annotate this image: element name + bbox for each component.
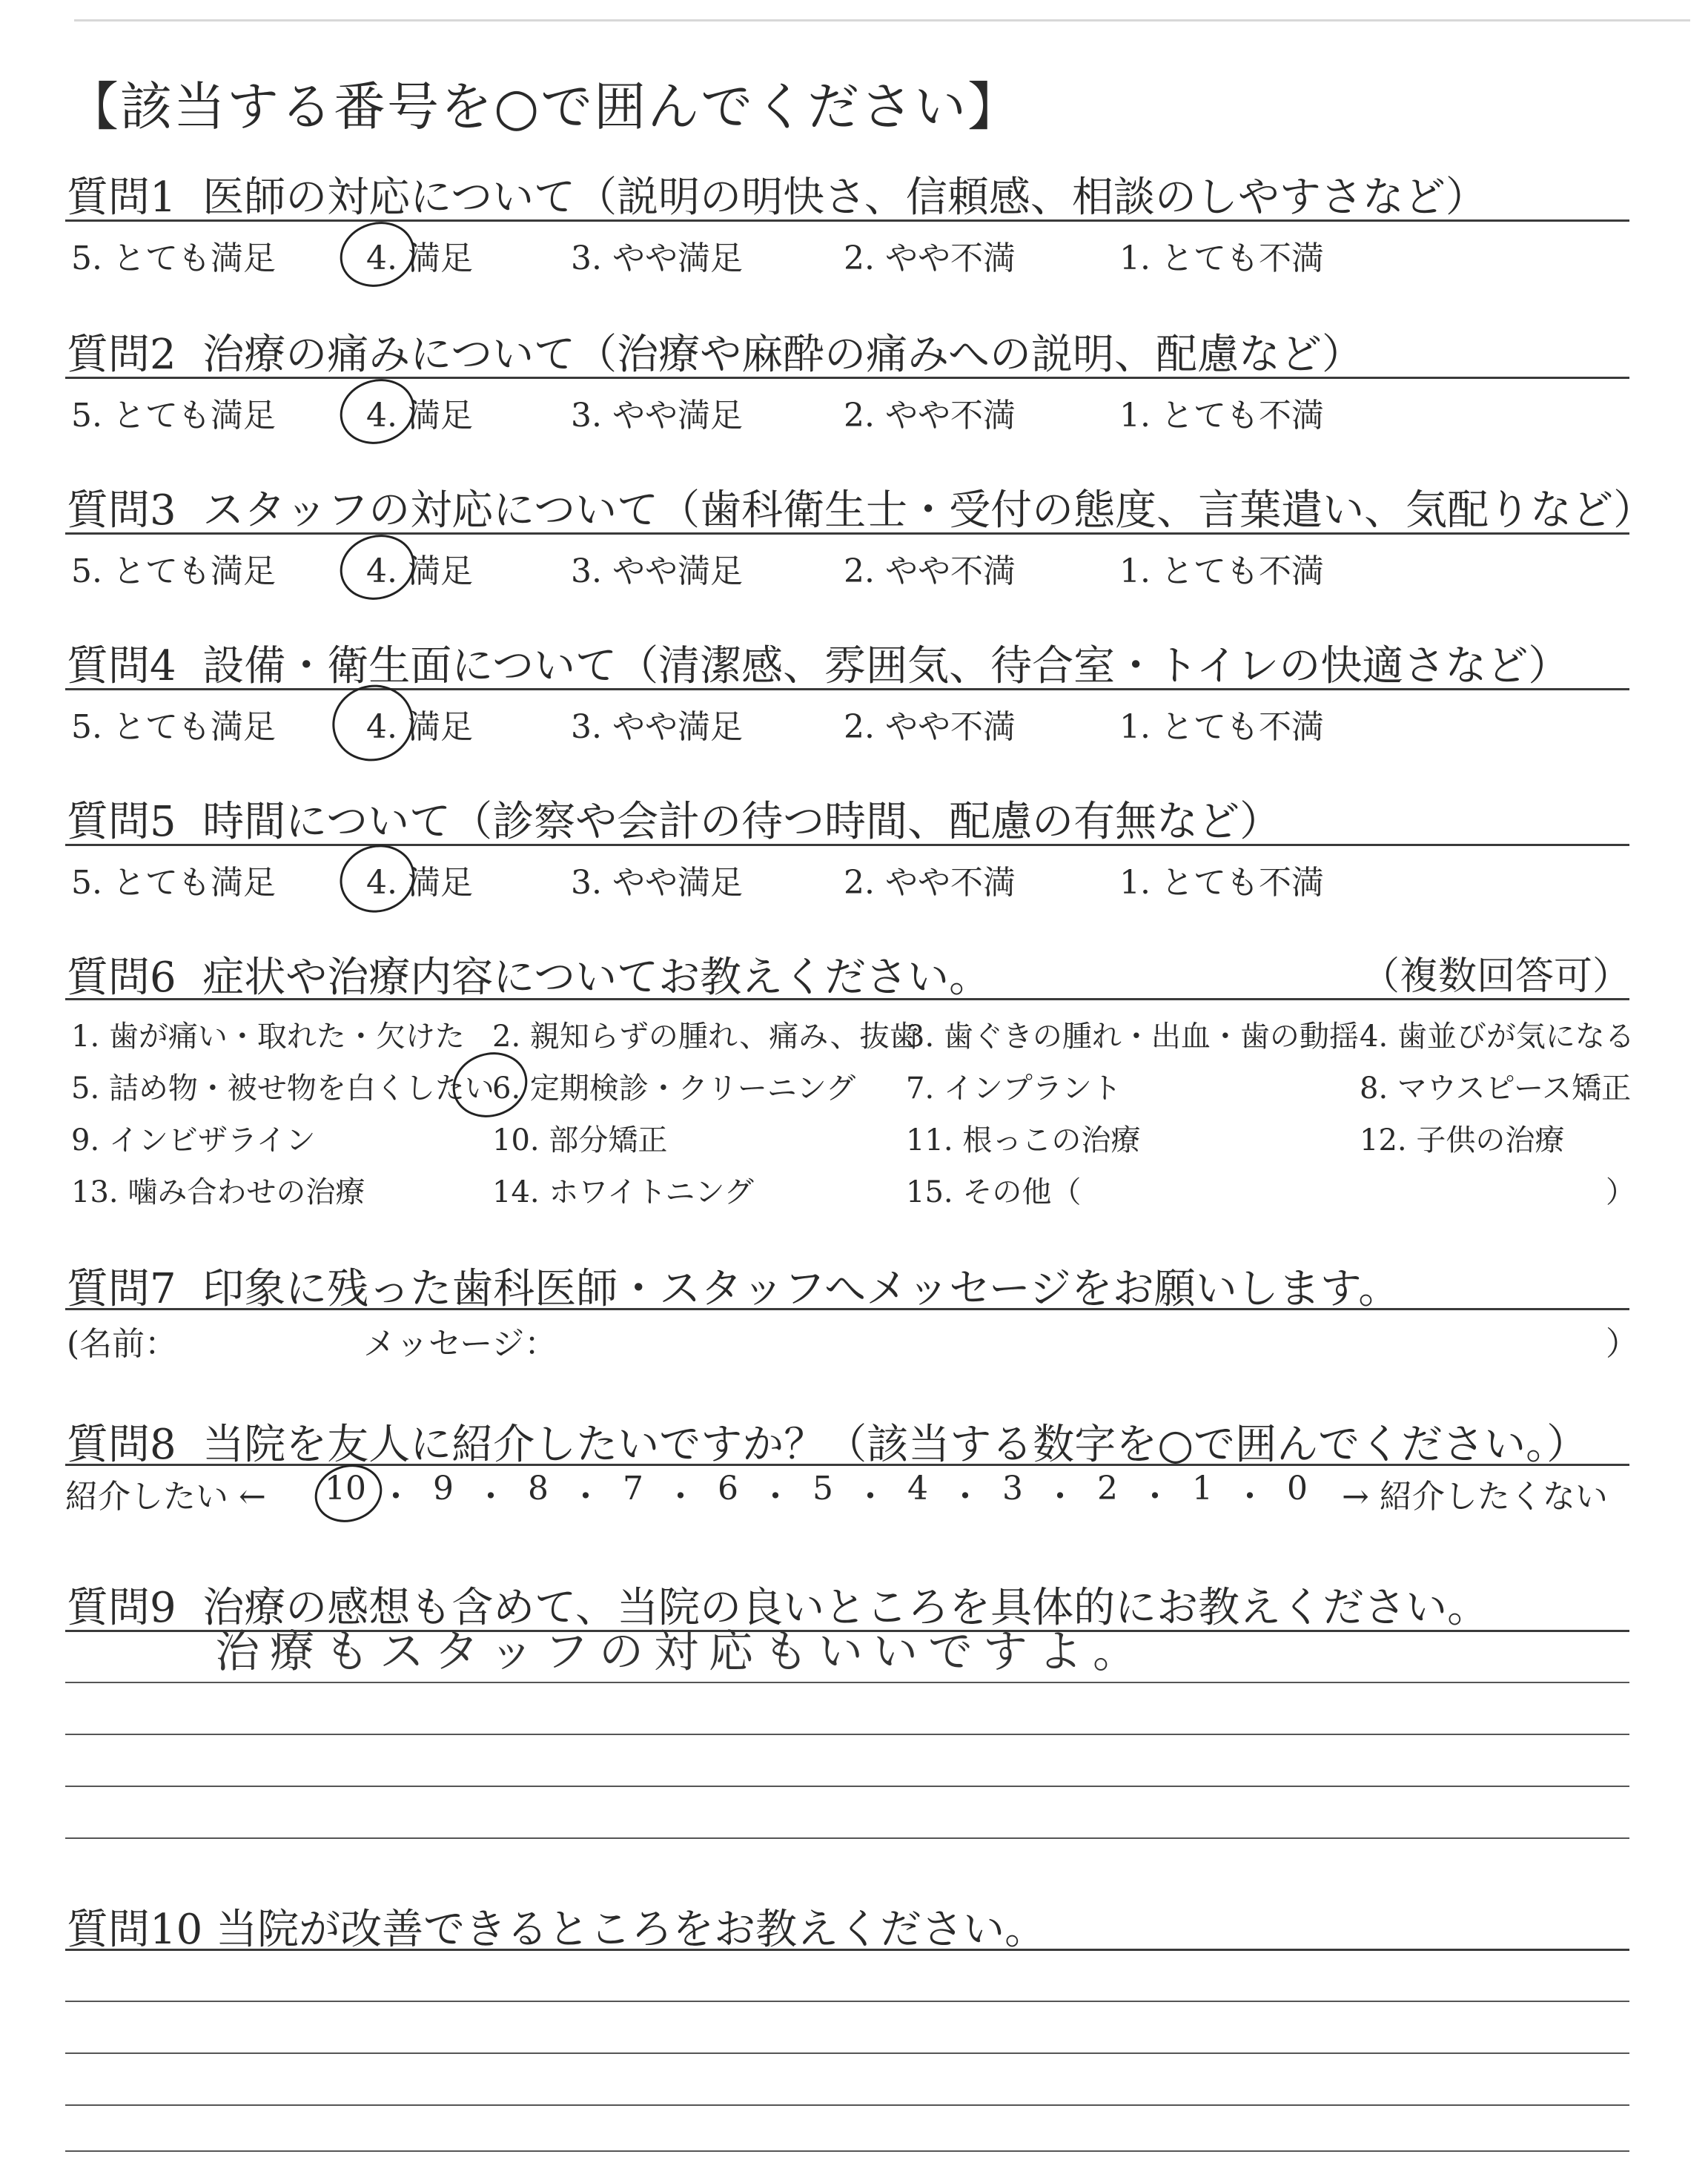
question-heading [67,1412,1588,1471]
rating-option-3[interactable]: 3. やや満足 [571,708,743,746]
rating-option-2[interactable]: 2. やや不満 [844,708,1016,746]
selection-circle [444,1043,536,1126]
rating-option-5[interactable]: 5. とても満足 [71,397,276,435]
question-rule [65,998,1629,1000]
question-rule [65,1308,1629,1310]
rating-option-4[interactable]: 4. 満足 [366,552,473,590]
rating-option-1[interactable]: 1. とても不満 [1119,864,1324,902]
question-number: 質問8 [67,1421,176,1469]
scale-separator: ・ [380,1478,412,1516]
scale-separator: ・ [949,1478,982,1516]
rating-option-4[interactable]: 4. 満足 [366,864,473,902]
scale-value-1[interactable]: 1 [1192,1470,1213,1507]
rating-option-3[interactable]: 3. やや満足 [571,240,743,277]
question-text: 症状や治療内容についてお教えください。 [202,954,991,1002]
rating-option-2[interactable]: 2. やや不満 [844,240,1016,277]
question-text: 治療の感想も含めて、当院の良いところを具体的にお教えください。 [202,1584,1489,1632]
question-heading [67,478,1655,537]
scale-value-4[interactable]: 4 [907,1470,928,1507]
scale-value-2[interactable]: 2 [1097,1470,1118,1507]
symptom-option-10[interactable]: 10. 部分矯正 [492,1123,668,1157]
question-text: 当院を友人に紹介したいですか？（該当する数字を○で囲んでください。） [202,1421,1589,1469]
question-number: 質問1 [67,174,176,222]
rating-option-5[interactable]: 5. とても満足 [71,864,276,902]
symptom-option-14[interactable]: 14. ホワイトニング [492,1175,754,1209]
handwritten-answer: 治療もスタッフの対応もいいですよ。 [215,1626,1148,1678]
rating-option-1[interactable]: 1. とても不満 [1119,240,1324,277]
symptom-option-8[interactable]: 8. マウスピース矯正 [1360,1071,1632,1106]
rating-option-4[interactable]: 4. 満足 [366,397,473,435]
question-rule [65,844,1629,846]
question-heading [67,789,1281,848]
scale-separator: ・ [474,1478,507,1516]
symptom-option-7[interactable]: 7. インプラント [906,1071,1122,1106]
question-number: 質問7 [67,1265,176,1313]
question-heading [67,322,1363,381]
question-text: 治療の痛みについて（治療や麻酔の痛みへの説明、配慮など） [202,331,1364,379]
page-title: 【該当する番号を○で囲んでください】 [67,76,1022,137]
selection-circle [331,212,423,296]
rating-option-1[interactable]: 1. とても不満 [1119,552,1324,590]
symptom-option-4[interactable]: 4. 歯並びが気になる [1360,1020,1635,1054]
answer-line [65,2052,1629,2054]
question-number: 質問9 [67,1584,176,1632]
scale-value-6[interactable]: 6 [718,1470,738,1507]
recommend-right-label: → 紹介したくない [1342,1478,1608,1516]
question-number: 質問2 [67,331,176,379]
rating-option-3[interactable]: 3. やや満足 [571,397,743,435]
question-rule [65,1949,1629,1951]
scale-value-8[interactable]: 8 [528,1470,549,1507]
question-rule [65,1464,1629,1466]
question-text: 当院が改善できるところをお教えください。 [216,1906,1047,1954]
question-number: 質問5 [67,798,176,846]
answer-line [65,2104,1629,2106]
top-border [74,19,1690,22]
rating-option-2[interactable]: 2. やや不満 [844,552,1016,590]
rating-option-4[interactable]: 4. 満足 [366,708,473,746]
symptom-option-9[interactable]: 9. インビザライン [71,1123,316,1157]
question-rule [65,377,1629,379]
selection-circle [331,835,424,922]
scale-separator: ・ [759,1478,792,1516]
question-text: スタッフの対応について（歯科衛生士・受付の態度、言葉遣い、気配りなど） [202,486,1655,535]
scale-separator: ・ [569,1478,602,1516]
answer-line [65,1786,1629,1787]
rating-option-3[interactable]: 3. やや満足 [571,864,743,902]
rating-option-5[interactable]: 5. とても満足 [71,240,276,277]
scale-value-3[interactable]: 3 [1002,1470,1023,1507]
scale-separator: ・ [854,1478,887,1516]
rating-option-5[interactable]: 5. とても満足 [71,708,276,746]
scale-value-5[interactable]: 5 [812,1470,833,1507]
question-number: 質問6 [67,954,176,1002]
answer-line [65,1682,1629,1683]
selection-circle [331,369,423,453]
rating-option-3[interactable]: 3. やや満足 [571,552,743,590]
symptom-option-15[interactable]: 15. その他（ [906,1175,1082,1209]
symptom-option-13[interactable]: 13. 噛み合わせの治療 [71,1175,365,1209]
question-heading [67,633,1569,693]
symptom-option-3[interactable]: 3. 歯ぐきの腫れ・出血・歯の動揺 [906,1020,1359,1054]
question-text: 時間について（診察や会計の待つ時間、配慮の有無など） [202,798,1282,846]
other-close-paren: ） [1606,1175,1635,1209]
answer-line [65,2001,1629,2002]
message-label: メッセージ： [363,1325,557,1363]
rating-option-2[interactable]: 2. やや不満 [844,397,1016,435]
answer-line [65,1734,1629,1735]
scale-value-7[interactable]: 7 [623,1470,643,1507]
rating-option-1[interactable]: 1. とても不満 [1119,708,1324,746]
question-heading [67,1897,1046,1956]
question-number: 質問10 [67,1906,203,1954]
question-rule [65,219,1629,222]
question-rule [65,688,1629,690]
question-number: 質問3 [67,486,176,535]
answer-line [65,2150,1629,2152]
scale-separator: ・ [1044,1478,1076,1516]
symptom-option-5[interactable]: 5. 詰め物・被せ物を白くしたい [71,1071,494,1106]
question-text: 設備・衛生面について（清潔感、雰囲気、待合室・トイレの快適さなど） [202,642,1570,690]
symptom-option-1[interactable]: 1. 歯が痛い・取れた・欠けた [71,1020,465,1054]
symptom-option-11[interactable]: 11. 根っこの治療 [906,1123,1141,1157]
question-rule [65,532,1629,535]
rating-option-1[interactable]: 1. とても不満 [1119,397,1324,435]
rating-option-4[interactable]: 4. 満足 [366,240,473,277]
scale-separator: ・ [664,1478,697,1516]
question-heading [67,165,1487,224]
multiple-answer-note: （複数回答可） [1361,954,1632,999]
symptom-option-6[interactable]: 6. 定期検診・クリーニング [492,1071,856,1106]
scale-value-9[interactable]: 9 [433,1470,454,1507]
scale-separator: ・ [1139,1478,1171,1516]
selection-circle [331,525,423,609]
rating-option-5[interactable]: 5. とても満足 [71,552,276,590]
scale-value-0[interactable]: 0 [1287,1470,1308,1507]
question-text: 印象に残った歯科医師・スタッフへメッセージをお願いします。 [202,1265,1400,1313]
question-heading [67,945,990,1004]
question-heading [67,1256,1400,1315]
symptom-option-12[interactable]: 12. 子供の治療 [1360,1123,1565,1157]
recommend-left-label: 紹介したい ← [65,1478,266,1516]
rating-option-2[interactable]: 2. やや不満 [844,864,1016,902]
answer-line [65,1837,1629,1839]
scale-value-10[interactable]: 10 [325,1470,366,1507]
question-number: 質問4 [67,642,176,690]
message-close-paren: ） [1606,1325,1638,1363]
symptom-option-2[interactable]: 2. 親知らずの腫れ、痛み、抜歯 [492,1020,919,1054]
scale-separator: ・ [1234,1478,1266,1516]
name-label: (名前： [67,1325,178,1363]
question-text: 医師の対応について（説明の明快さ、信頼感、相談のしやすさなど） [202,174,1487,222]
